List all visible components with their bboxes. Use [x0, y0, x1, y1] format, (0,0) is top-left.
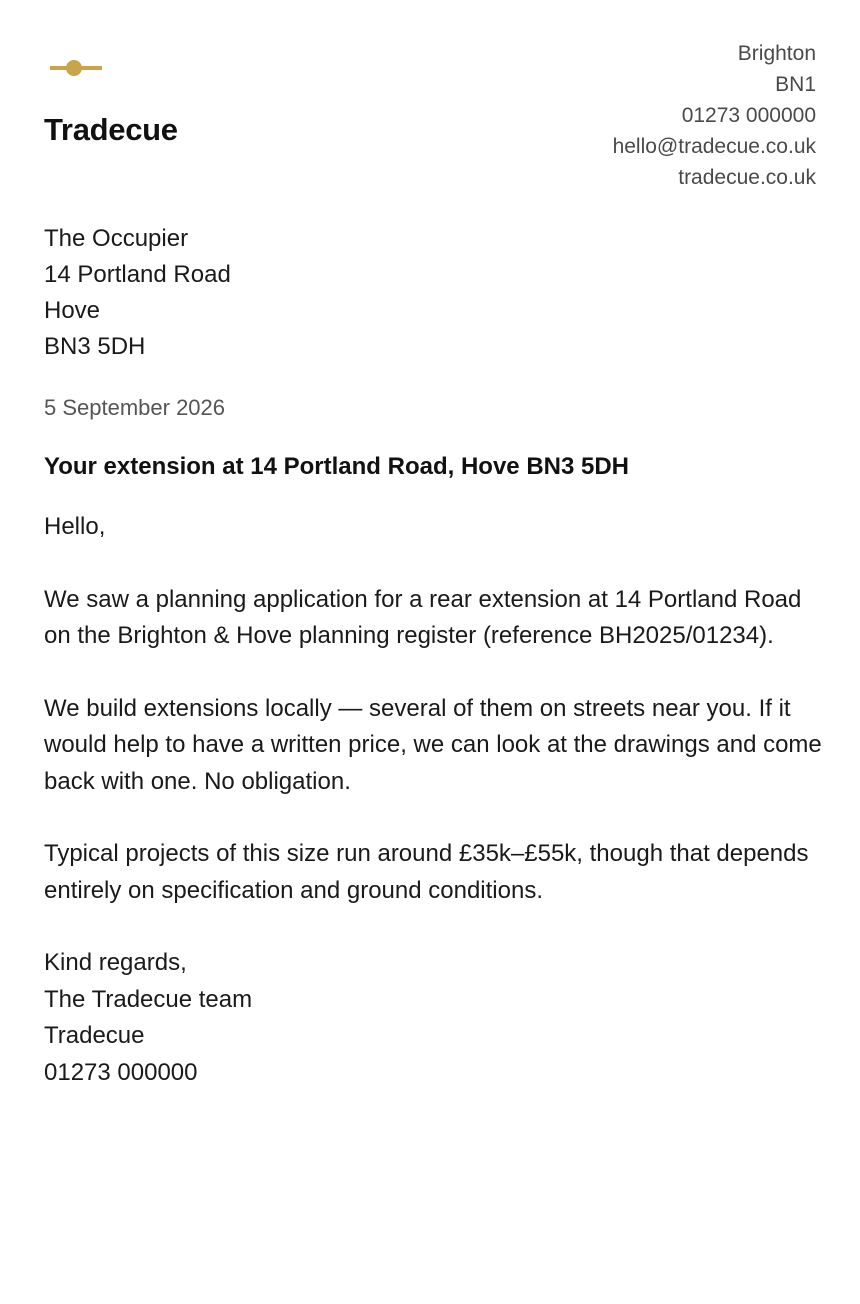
- signoff: [44, 945, 824, 1091]
- sender-postcode: BN1: [775, 73, 816, 96]
- letter-body: [44, 509, 824, 1091]
- sender-address: [613, 38, 816, 193]
- sender-website: tradecue.co.uk: [678, 166, 816, 189]
- sender-city: Brighton: [737, 42, 816, 65]
- body-paragraph: We build extensions locally — several of them on streets near you. If it would help to have a written price, we can look at the drawings and come back with one. No obligation.: [44, 694, 822, 795]
- recipient-address: [44, 221, 231, 365]
- recipient-postcode: BN3 5DH: [44, 333, 146, 360]
- greeting: Hello,: [44, 513, 106, 540]
- sender-email: hello@tradecue.co.uk: [612, 135, 816, 158]
- recipient-town: Hove: [44, 297, 101, 324]
- brand-name: Tradecue: [44, 112, 178, 147]
- recipient-street: 14 Portland Road: [44, 261, 231, 288]
- signoff-closing: Kind regards,: [44, 949, 187, 976]
- letter-date: 5 September 2026: [44, 395, 226, 420]
- logo-mark-icon: [50, 58, 102, 78]
- signoff-phone: 01273 000000: [44, 1058, 198, 1086]
- signoff-company: Tradecue: [44, 1022, 145, 1049]
- letter-subject: Your extension at 14 Portland Road, Hove BN3 5DH: [44, 453, 630, 480]
- body-paragraph: We saw a planning application for a rear extension at 14 Portland Road on the Brighton & Hove planning register (reference BH2025/01234).: [44, 585, 802, 649]
- signoff-team: The Tradecue team: [44, 985, 253, 1013]
- sender-phone: 01273 000000: [681, 104, 816, 127]
- recipient-name: The Occupier: [44, 225, 189, 252]
- body-paragraph: Typical projects of this size run around £35k–£55k, though that depends entirely on specification and ground conditions.: [44, 840, 809, 904]
